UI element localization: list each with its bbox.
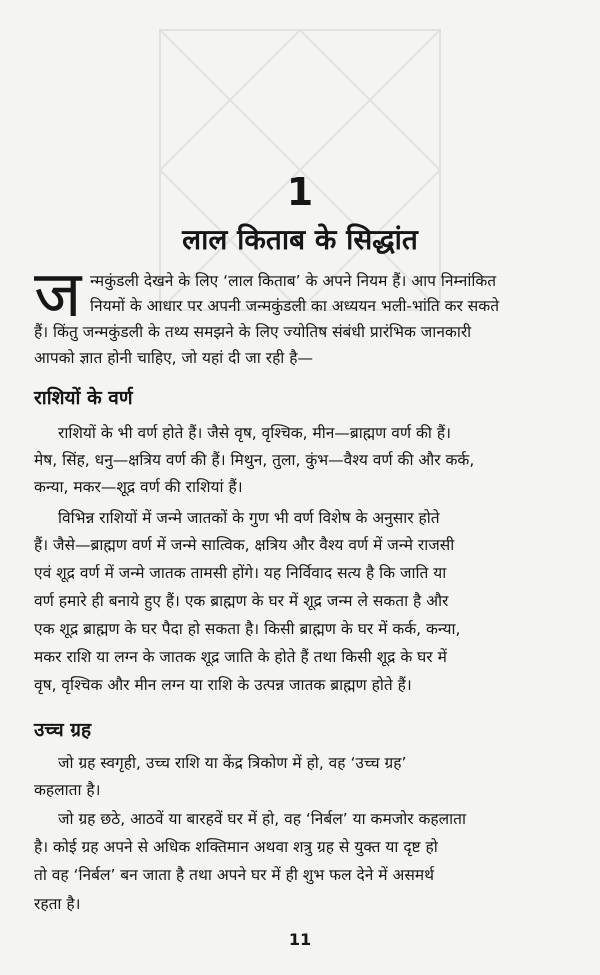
- page-number: 11: [288, 930, 312, 949]
- intro-line: नियमों के आधार पर अपनी जन्मकुंडली का अध्ययन भली-भांति कर सकते: [90, 297, 500, 315]
- paragraph-line: कहलाता है।: [34, 781, 101, 799]
- section-heading-uchcha-graha: उच्च ग्रह: [34, 719, 92, 741]
- paragraph-line: तो वह ‘निर्बल’ बन जाता है तथा अपने घर में ही शुभ फल देने में असमर्थ: [34, 866, 434, 884]
- intro-line: न्मकुंडली देखने के लिए ‘लाल किताब’ के अपने नियम हैं। आप निम्नांकित: [90, 272, 497, 290]
- paragraph-line: जो ग्रह स्वगृही, उच्च राशि या केंद्र त्रिकोण में हो, वह ‘उच्च ग्रह’: [58, 754, 407, 772]
- chapter-number: 1: [286, 170, 314, 214]
- paragraph-line: है। कोई ग्रह अपने से अधिक शक्तिमान अथवा शत्रु ग्रह से युक्त या दृष्ट हो: [34, 838, 438, 856]
- section-heading-rashi-varna: राशियों के वर्ण: [34, 387, 133, 409]
- intro-line: आपको ज्ञात होनी चाहिए, जो यहां दी जा रही है—: [34, 349, 313, 367]
- paragraph-line: कन्या, मकर—शूद्र वर्ण की राशियां हैं।: [34, 478, 243, 496]
- drop-cap: ज: [34, 258, 82, 332]
- intro-line: हैं। किंतु जन्मकुंडली के तथ्य समझने के लिए ज्योतिष संबंधी प्रारंभिक जानकारी: [34, 323, 472, 341]
- paragraph-line: हैं। जैसे—ब्राह्मण वर्ण में जन्मे सात्विक, क्षत्रिय और वैश्य वर्ण में जन्मे राजसी: [34, 536, 455, 554]
- chapter-title: लाल किताब के सिद्धांत: [182, 223, 418, 256]
- paragraph-line: वृष, वृश्चिक और मीन लग्न या राशि के उत्पन्न जातक ब्राह्मण होते हैं।: [34, 676, 412, 694]
- paragraph-line: विभिन्न राशियों में जन्मे जातकों के गुण भी वर्ण विशेष के अनुसार होते: [58, 509, 440, 527]
- paragraph-line: राशियों के भी वर्ण होते हैं। जैसे वृष, वृश्चिक, मीन—ब्राह्मण वर्ण की हैं।: [58, 424, 451, 442]
- paragraph-line: जो ग्रह छठे, आठवें या बारहवें घर में हो, वह ‘निर्बल’ या कमजोर कहलाता: [58, 810, 467, 828]
- paragraph-line: रहता है।: [34, 895, 81, 913]
- paragraph-line: मकर राशि या लग्न के जातक शूद्र जाति के होते हैं तथा किसी शूद्र के घर में: [34, 648, 447, 666]
- paragraph-line: वर्ण हमारे ही बनाये हुए हैं। एक ब्राह्मण के घर में शूद्र जन्म ले सकता है और: [34, 592, 449, 610]
- paragraph-line: मेष, सिंह, धनु—क्षत्रिय वर्ण की हैं। मिथुन, तुला, कुंभ—वैश्य वर्ण की और कर्क,: [34, 451, 475, 469]
- paragraph-line: एवं शूद्र वर्ण में जन्मे जातक तामसी होंगे। यह निर्विवाद सत्य है कि जाति या: [34, 564, 447, 582]
- paragraph-line: एक शूद्र ब्राह्मण के घर पैदा हो सकता है। किसी ब्राह्मण के घर में कर्क, कन्या,: [34, 620, 461, 638]
